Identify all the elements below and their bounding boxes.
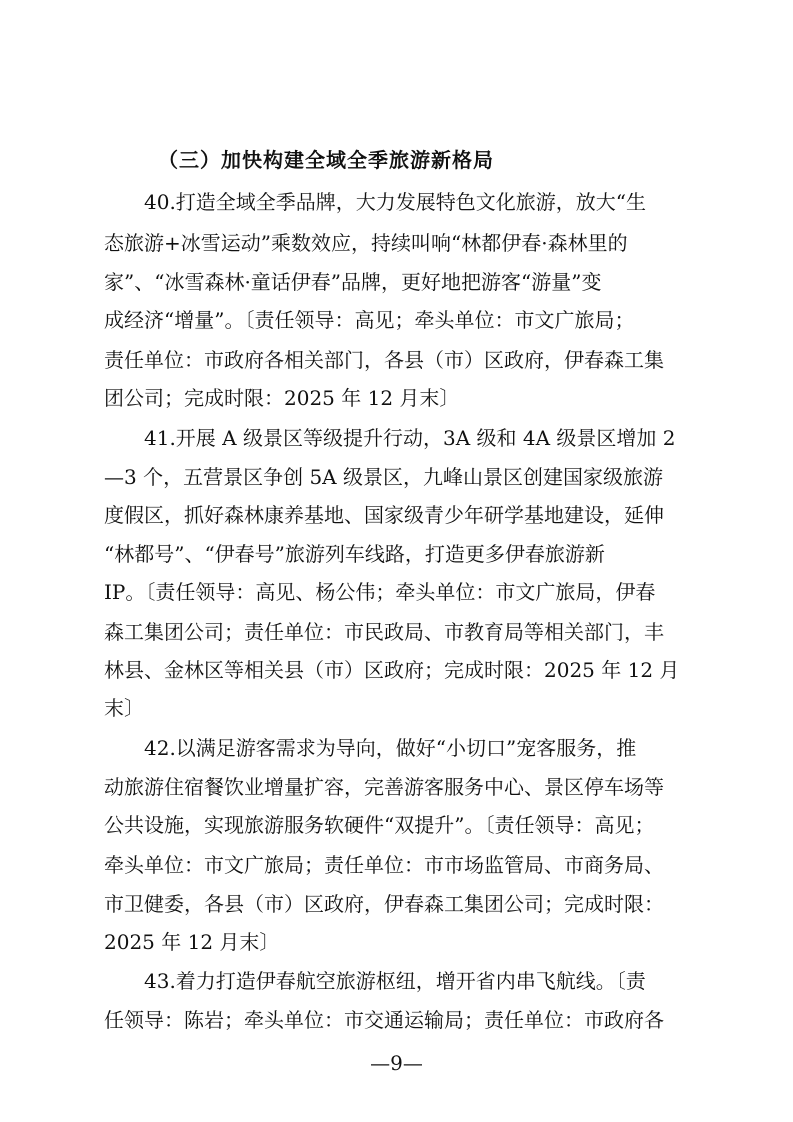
paragraph-40-line-6: 团公司；完成时限：2025 年 12 月末〕 — [104, 386, 460, 410]
paragraph-43-line-2: 任领导：陈岩；牵头单位：市交通运输局；责任单位：市政府各 — [104, 1008, 664, 1032]
paragraph-42-line-1: 42.以满足游客需求为导向，做好“小切口”宠客服务，推 — [144, 736, 637, 760]
paragraph-42-line-6: 2025 年 12 月末〕 — [104, 930, 280, 954]
page-number: —9— — [370, 1051, 423, 1075]
paragraph-40-line-4: 成经济“增量”。〔责任领导：高见；牵头单位：市文广旅局； — [104, 308, 635, 332]
paragraph-42-line-4: 牵头单位：市文广旅局；责任单位：市市场监管局、市商务局、 — [104, 853, 664, 877]
paragraph-42-line-2: 动旅游住宿餐饮业增量扩容，完善游客服务中心、景区停车场等 — [104, 775, 664, 799]
paragraph-41-line-2: —3 个，五营景区争创 5A 级景区，九峰山景区创建国家级旅游 — [104, 465, 663, 489]
section-heading: （三）加快构建全域全季旅游新格局 — [158, 148, 494, 172]
paragraph-40-line-1: 40.打造全域全季品牌，大力发展特色文化旅游，放大“生 — [144, 190, 647, 214]
paragraph-41-line-1: 41.开展 A 级景区等级提升行动，3A 级和 4A 级景区增加 2 — [144, 426, 676, 450]
paragraph-41-line-3: 度假区，抓好森林康养基地、国家级青少年研学基地建设，延伸 — [104, 503, 664, 527]
paragraph-40-line-2: 态旅游+冰雪运动”乘数效应，持续叫响“林都伊春·森林里的 — [104, 231, 628, 255]
paragraph-41-line-8: 末〕 — [104, 696, 144, 720]
paragraph-42-line-5: 市卫健委，各县（市）区政府，伊春森工集团公司；完成时限： — [104, 892, 664, 916]
paragraph-41-line-7: 林县、金林区等相关县（市）区政府；完成时限：2025 年 12 月 — [104, 658, 680, 682]
paragraph-40-line-3: 家”、“冰雪森林·童话伊春”品牌，更好地把游客“游量”变 — [104, 270, 602, 294]
paragraph-42-line-3: 公共设施，实现旅游服务软硬件“双提升”。〔责任领导：高见； — [104, 813, 655, 837]
paragraph-43-line-1: 43.着力打造伊春航空旅游枢纽，增开省内串飞航线。〔责 — [144, 969, 646, 993]
paragraph-40-line-5: 责任单位：市政府各相关部门，各县（市）区政府，伊春森工集 — [104, 348, 664, 372]
paragraph-41-line-6: 森工集团公司；责任单位：市民政局、市教育局等相关部门，丰 — [104, 620, 664, 644]
paragraph-41-line-5: IP。〔责任领导：高见、杨公伟；牵头单位：市文广旅局，伊春 — [104, 580, 656, 604]
paragraph-41-line-4: “林都号”、“伊春号”旅游列车线路，打造更多伊春旅游新 — [104, 542, 605, 566]
